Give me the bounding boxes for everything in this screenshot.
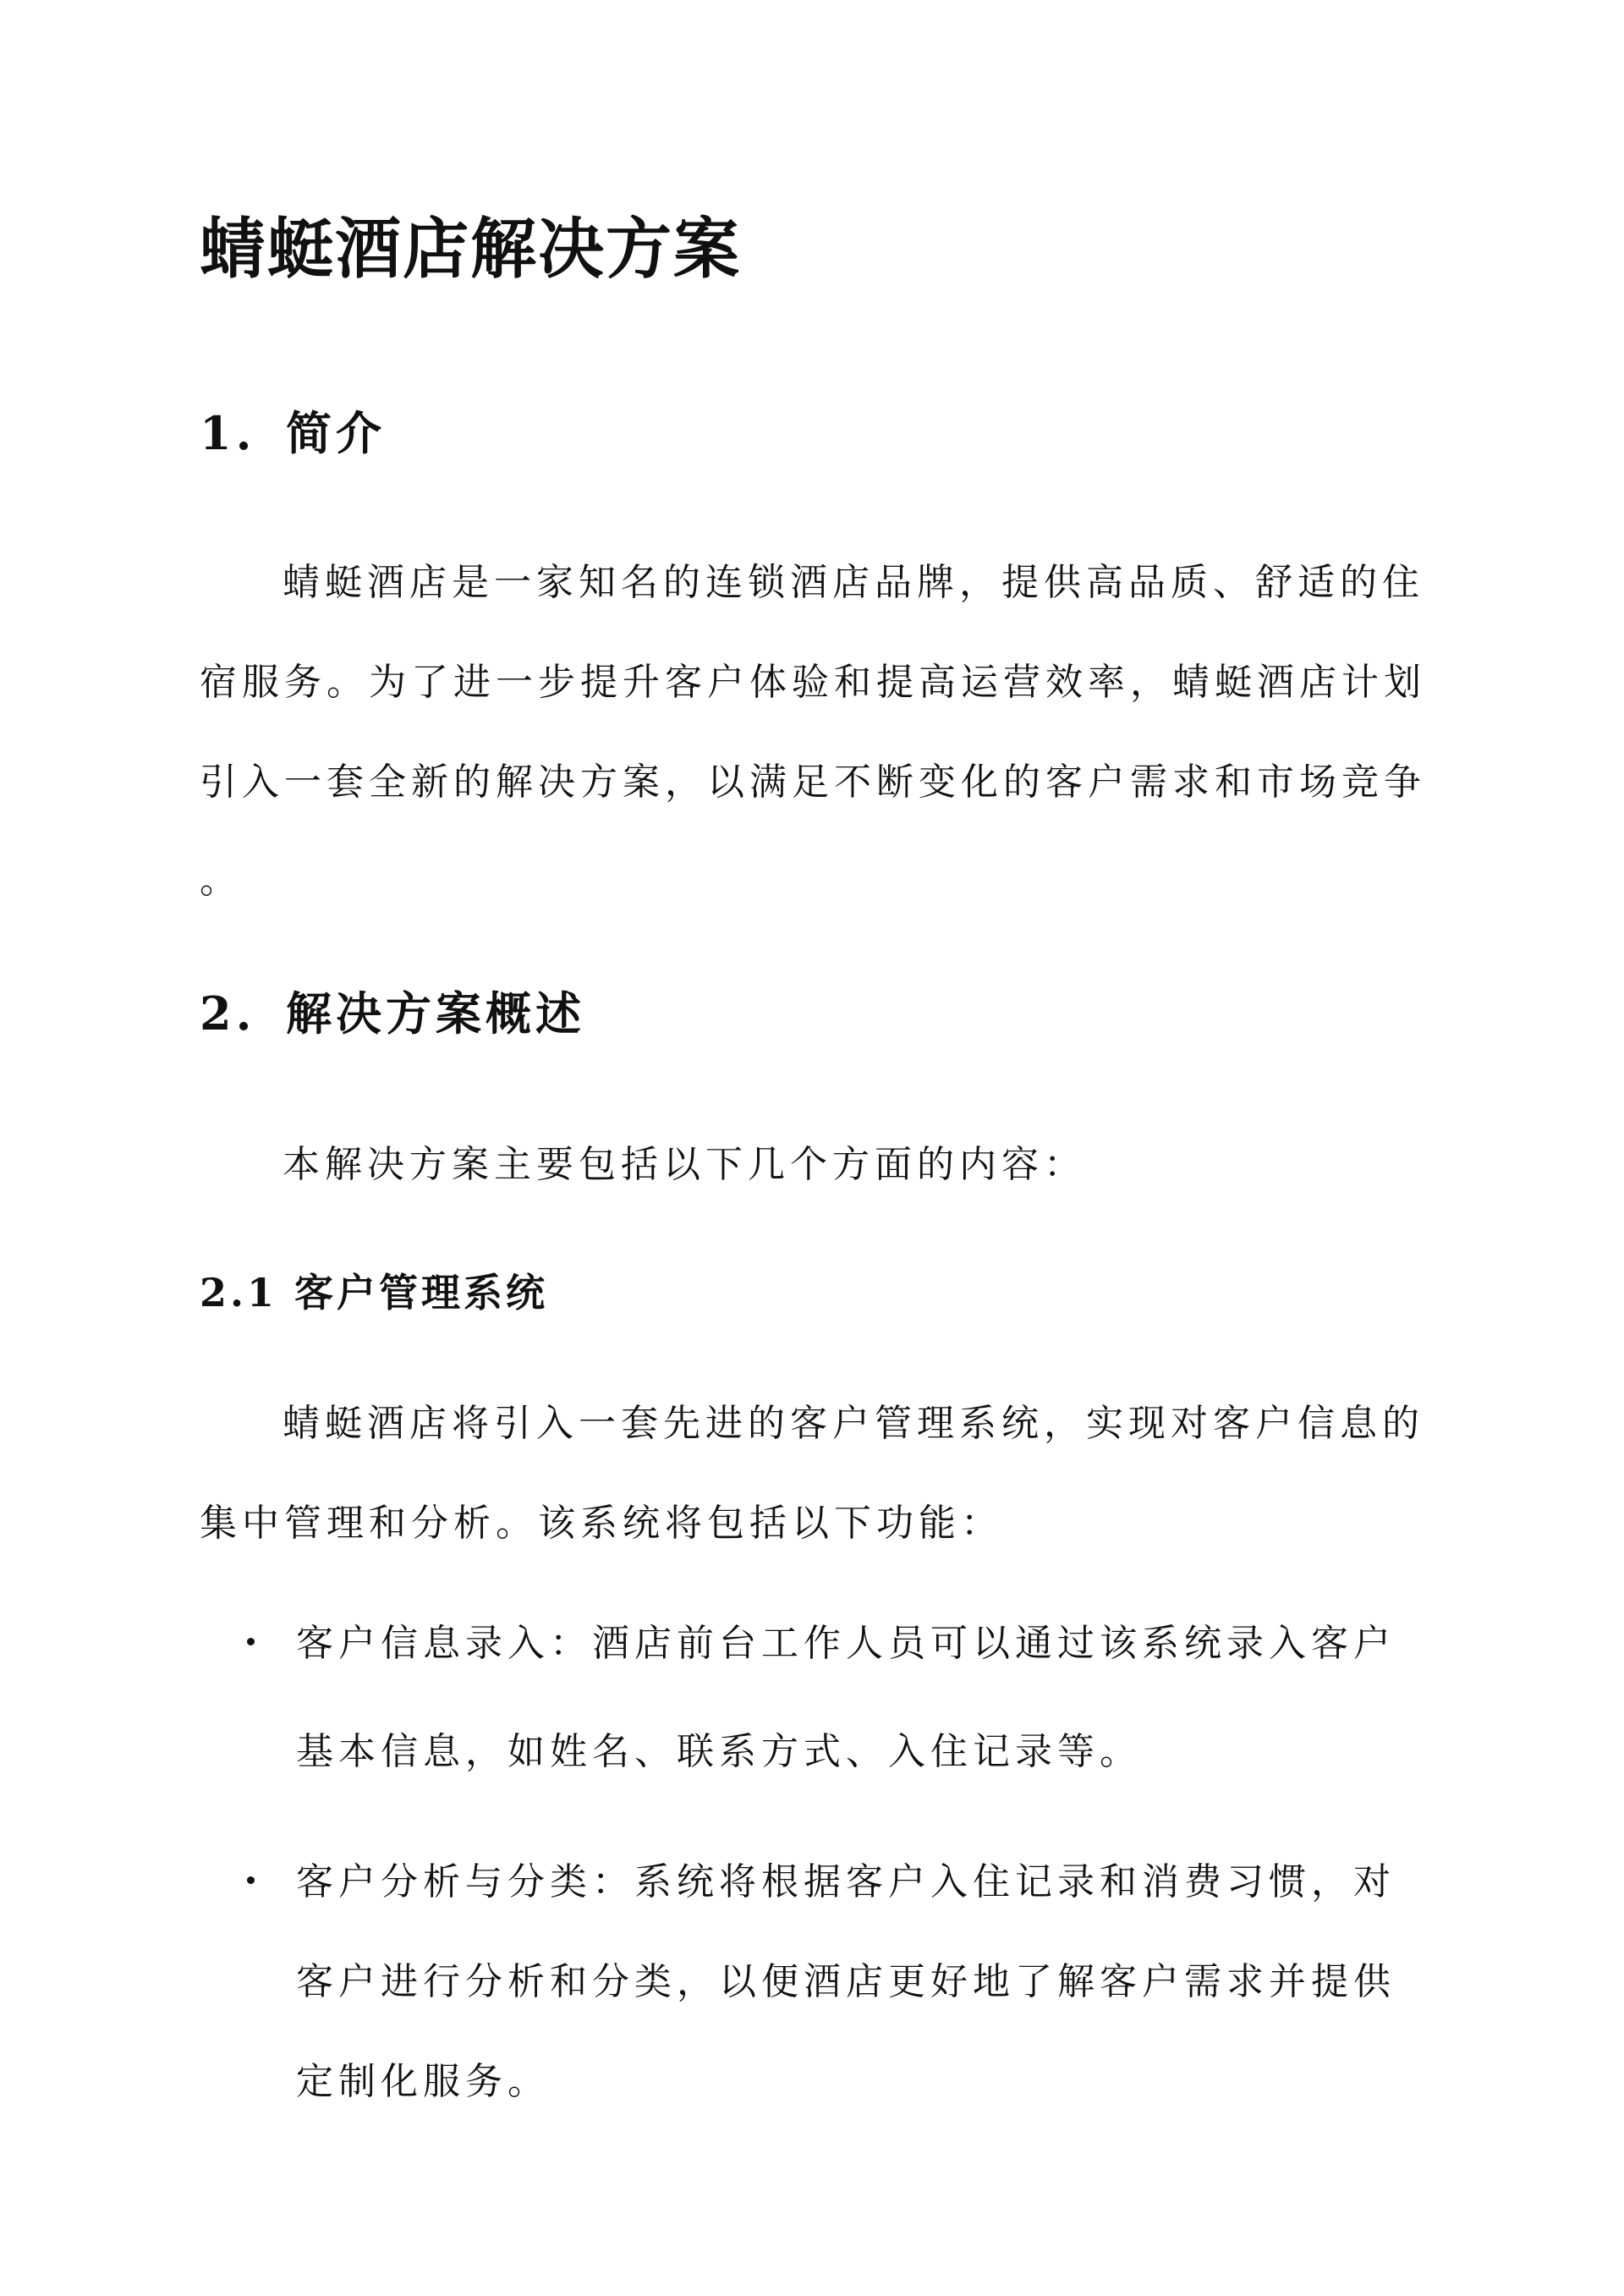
- bullet-icon: [247, 1638, 255, 1645]
- section-1-number: 1.: [200, 406, 256, 460]
- s1-paragraph-line: 。: [200, 859, 242, 902]
- bullet-icon: [247, 1876, 255, 1884]
- bullet-2-line: 客户分析与分类：系统将根据客户入住记录和消费习惯，对: [296, 1860, 1396, 1903]
- section-1-heading: [200, 398, 386, 463]
- bullet-1-line: 基本信息，如姓名、联系方式、入住记录等。: [296, 1730, 1142, 1773]
- s1-paragraph-line: 宿服务。为了进一步提升客户体验和提高运营效率，蜻蜓酒店计划: [200, 661, 1426, 704]
- s1-paragraph-line: 引入一套全新的解决方案，以满足不断变化的客户需求和市场竞争: [200, 761, 1426, 804]
- bullet-2-line: 定制化服务。: [296, 2060, 550, 2103]
- section-2-number: 2.: [200, 986, 256, 1041]
- section-2-title: 解决方案概述: [286, 986, 585, 1041]
- bullet-1-line: 客户信息录入：酒店前台工作人员可以通过该系统录入客户: [296, 1622, 1396, 1665]
- bullet-2-line: 客户进行分析和分类，以便酒店更好地了解客户需求并提供: [296, 1960, 1396, 2003]
- section-2-heading: [200, 978, 585, 1043]
- s2-intro-line: 本解决方案主要包括以下几个方面的内容：: [283, 1143, 1086, 1186]
- subsection-2-1-heading: 2.1 客户管理系统: [200, 1270, 549, 1316]
- document-title: 蜻蜓酒店解决方案: [200, 211, 742, 288]
- s2-1-paragraph-line: 集中管理和分析。该系统将包括以下功能：: [200, 1502, 1003, 1545]
- s2-1-paragraph-line: 蜻蜓酒店将引入一套先进的客户管理系统，实现对客户信息的: [283, 1402, 1424, 1445]
- s1-paragraph-line: 蜻蜓酒店是一家知名的连锁酒店品牌，提供高品质、舒适的住: [283, 561, 1424, 604]
- section-1-title: 简介: [286, 406, 386, 460]
